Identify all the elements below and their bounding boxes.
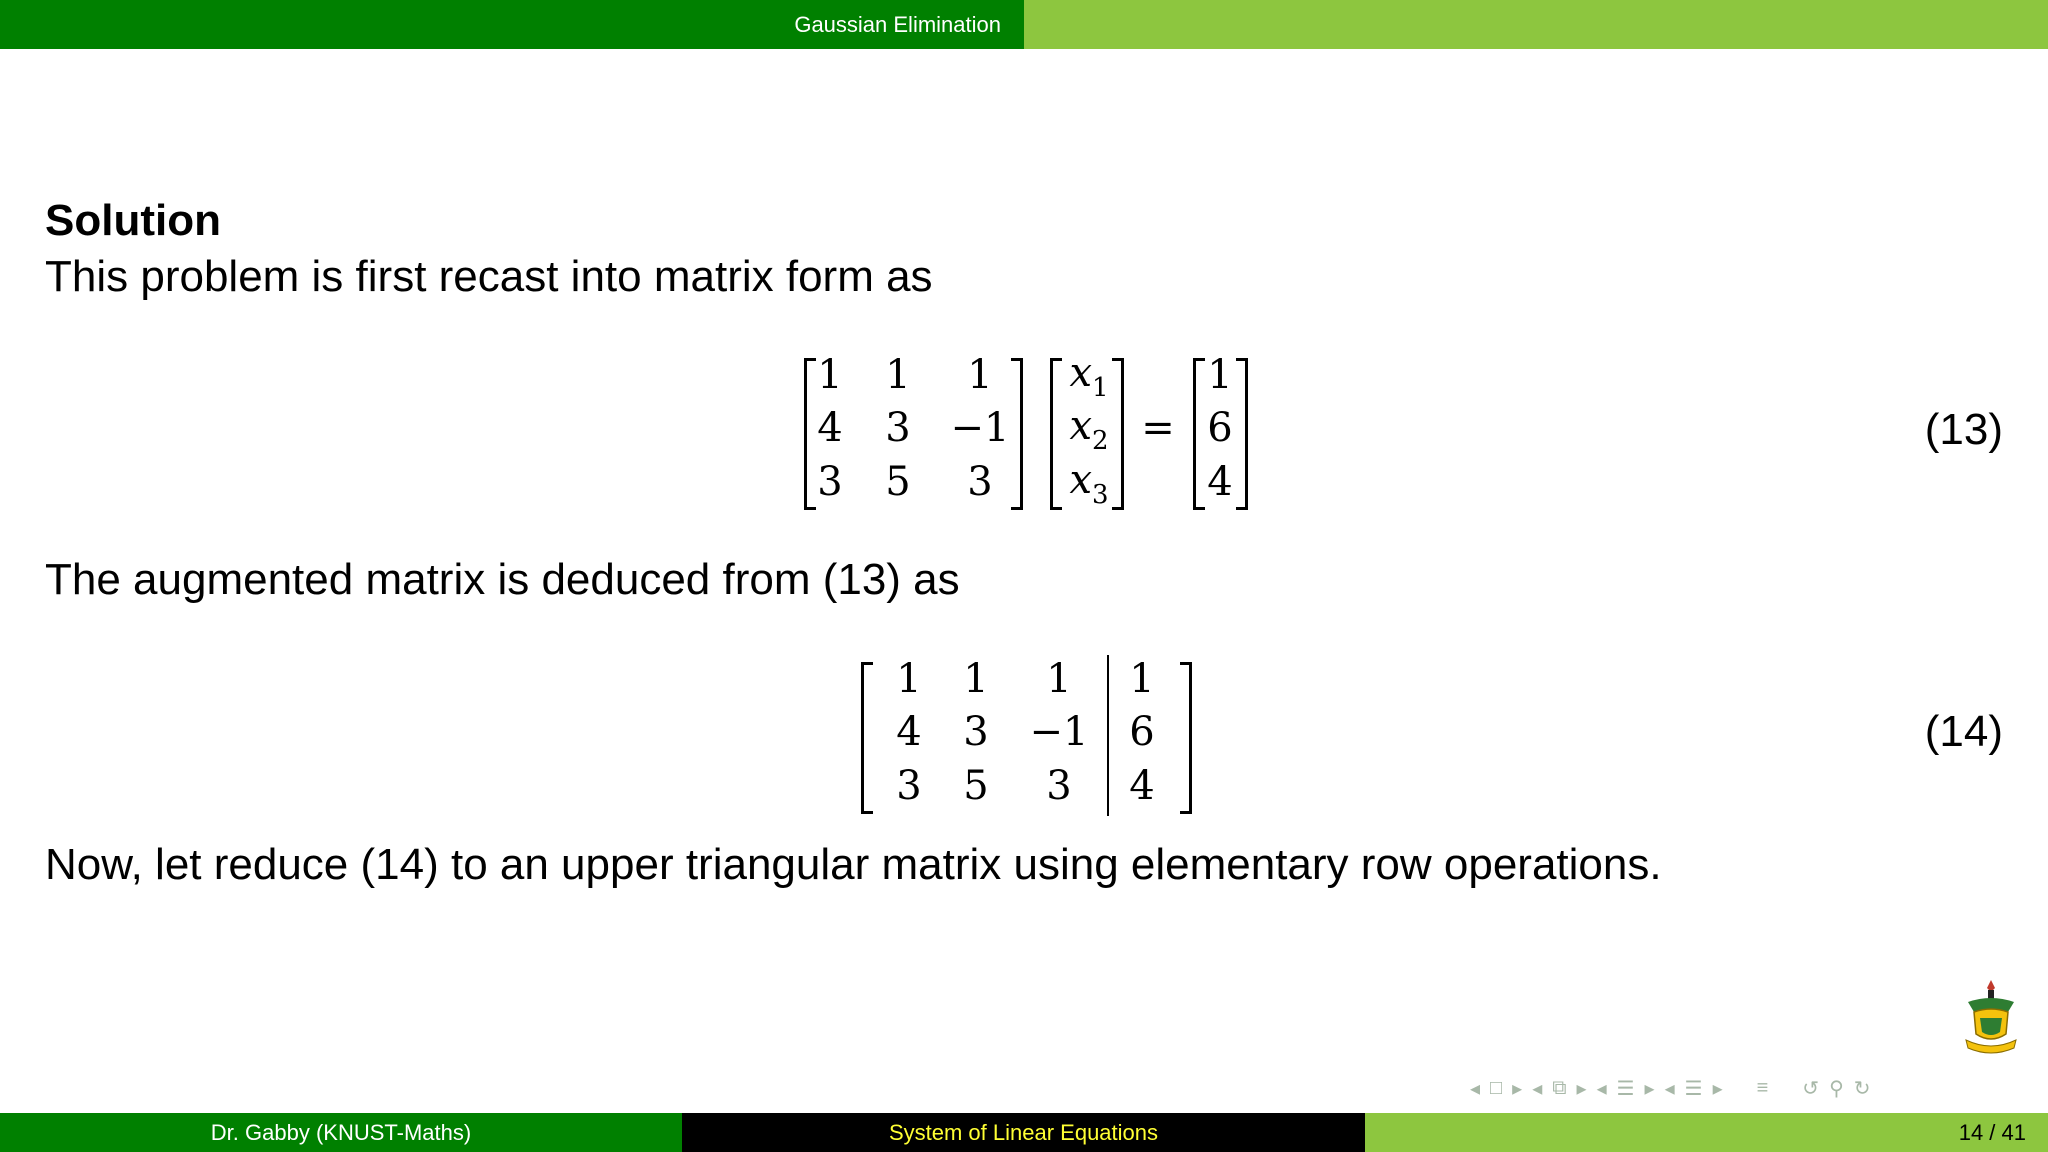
nav-next-section-icon[interactable]: ▸	[1644, 1077, 1655, 1100]
matrix-a-cell: −1	[950, 405, 1010, 451]
nav-prev-subsection-icon[interactable]: ◂	[1532, 1077, 1543, 1100]
augmented-rhs-cell: 1	[1129, 656, 1155, 702]
vector-b-left-bracket	[1193, 358, 1205, 510]
augmented-left-bracket	[861, 662, 873, 814]
equation-13-label: (13)	[1924, 405, 2003, 454]
nav-section-icon[interactable]: ☰	[1616, 1077, 1635, 1100]
matrix-a-cell: 1	[967, 352, 993, 398]
knust-crest-logo	[1962, 978, 2020, 1058]
nav-search-icon[interactable]: ⚲	[1829, 1077, 1844, 1100]
vector-b-right-bracket	[1236, 358, 1248, 510]
nav-forward-icon[interactable]: ↻	[1853, 1077, 1871, 1100]
nav-prev-slide-icon[interactable]: ◂	[1664, 1077, 1675, 1100]
augmented-cell: 1	[896, 656, 922, 702]
footer-bar	[0, 1113, 2048, 1152]
beamer-navigation	[1470, 1074, 2030, 1102]
matrix-a-cell: 3	[967, 459, 993, 505]
nav-back-icon[interactable]: ↺	[1802, 1077, 1820, 1100]
header-section-title[interactable]: Gaussian Elimination	[0, 0, 1024, 49]
header-right-band	[1024, 0, 2048, 49]
nav-next-slide-icon[interactable]: ▸	[1712, 1077, 1723, 1100]
header-bar	[0, 0, 2048, 49]
augmented-rhs-cell: 6	[1129, 709, 1155, 755]
matrix-a-cell: 3	[817, 459, 843, 505]
nav-next-subsection-icon[interactable]: ▸	[1576, 1077, 1587, 1100]
matrix-a-cell: 3	[885, 405, 911, 451]
nav-prev-section-icon[interactable]: ◂	[1596, 1077, 1607, 1100]
augmented-cell: 3	[1046, 763, 1072, 809]
matrix-a-left-bracket	[804, 358, 816, 510]
matrix-a-cell: 4	[817, 405, 843, 451]
nav-subsection-icon[interactable]: ⧉	[1552, 1076, 1567, 1099]
augmented-right-bracket	[1180, 662, 1192, 814]
equation-14-label: (14)	[1924, 707, 2003, 756]
augmented-cell: 5	[963, 763, 989, 809]
augmented-cell: 1	[1046, 656, 1072, 702]
augmented-cell: 4	[896, 709, 922, 755]
solution-heading: Solution	[45, 196, 221, 245]
vector-b-entry: 1	[1207, 352, 1233, 398]
vector-b-entry: 6	[1207, 405, 1233, 451]
paragraph-recast: This problem is first recast into matrix form as	[45, 252, 933, 301]
footer-page-number: 14 / 41	[1365, 1113, 2048, 1152]
augmented-cell: 3	[896, 763, 922, 809]
footer-title[interactable]: System of Linear Equations	[682, 1113, 1365, 1152]
footer-author[interactable]: Dr. Gabby (KNUST-Maths)	[0, 1113, 682, 1152]
augmented-cell: 3	[963, 709, 989, 755]
matrix-a-right-bracket	[1011, 358, 1023, 510]
nav-prev-frame-icon[interactable]: ◂	[1470, 1077, 1481, 1100]
paragraph-augmented: The augmented matrix is deduced from (13) as	[45, 555, 960, 604]
vector-x-entry: $x_2$	[1069, 403, 1109, 456]
nav-slide-icon[interactable]: ☰	[1684, 1077, 1703, 1100]
equals-sign: =	[1141, 405, 1175, 451]
vector-x-right-bracket	[1112, 358, 1124, 510]
augmented-divider	[1107, 655, 1109, 816]
augmented-rhs-cell: 4	[1129, 763, 1155, 809]
augmented-cell: 1	[963, 656, 989, 702]
vector-b-entry: 4	[1207, 459, 1233, 505]
matrix-a-cell: 5	[885, 459, 911, 505]
vector-x-entry: $x_1$	[1069, 350, 1109, 403]
nav-frame-icon[interactable]: □	[1490, 1076, 1503, 1099]
augmented-cell: −1	[1029, 709, 1089, 755]
matrix-a-cell: 1	[817, 352, 843, 398]
nav-toc-icon[interactable]: ≡	[1756, 1076, 1769, 1099]
paragraph-reduce: Now, let reduce (14) to an upper triangular matrix using elementary row operations.	[45, 840, 1662, 889]
vector-x-entry: $x_3$	[1069, 457, 1109, 510]
matrix-a-cell: 1	[885, 352, 911, 398]
vector-x-left-bracket	[1050, 358, 1062, 510]
nav-next-frame-icon[interactable]: ▸	[1512, 1077, 1523, 1100]
